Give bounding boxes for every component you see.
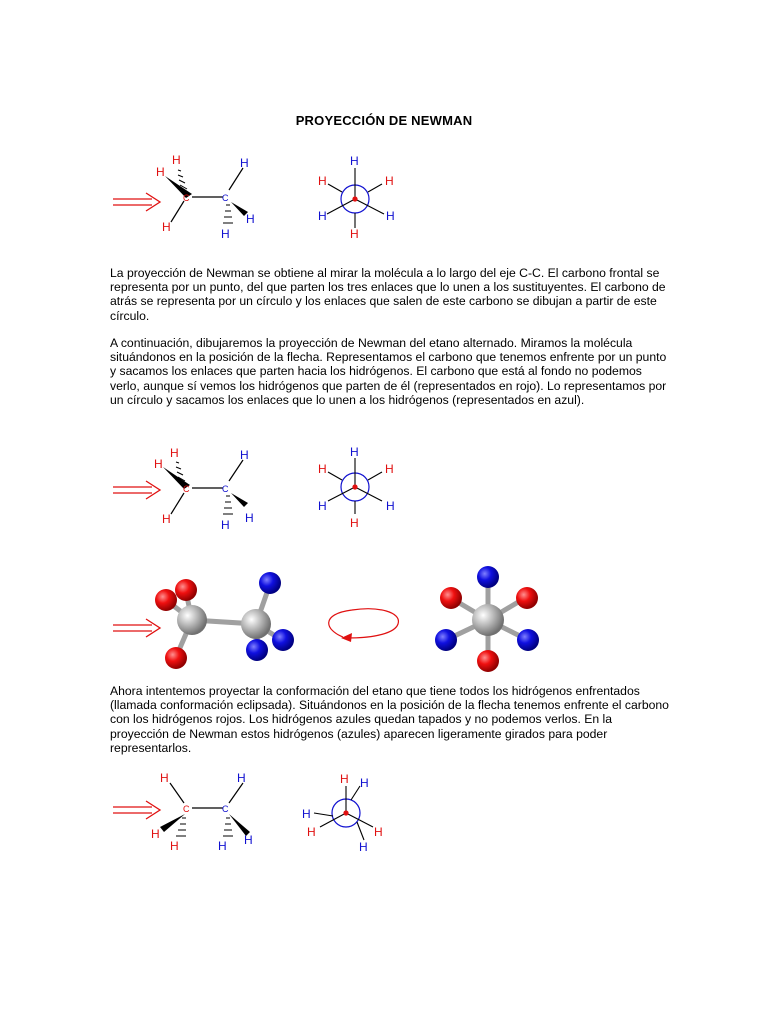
newman-hydrogen-label: H bbox=[318, 499, 327, 513]
view-arrow bbox=[113, 619, 160, 637]
back-hydrogen-label: H bbox=[240, 156, 249, 170]
view-arrow bbox=[113, 481, 160, 499]
newman-hydrogen-label: H bbox=[386, 209, 395, 223]
front-hydrogen-label: H bbox=[162, 512, 171, 526]
carbon-ball bbox=[177, 605, 207, 635]
view-arrow bbox=[113, 193, 160, 211]
back-carbon-label: C bbox=[222, 804, 229, 814]
ethane-model-side-view bbox=[155, 572, 294, 669]
figure-eclipsed bbox=[0, 768, 768, 858]
newman-hydrogen-label: H bbox=[374, 825, 383, 839]
view-arrow bbox=[113, 801, 160, 819]
page-title: PROYECCIÓN DE NEWMAN bbox=[295, 113, 473, 128]
front-hydrogen-label: H bbox=[162, 220, 171, 234]
newman-hydrogen-label: H bbox=[386, 499, 395, 513]
newman-hydrogen-label: H bbox=[360, 776, 369, 790]
front-hydrogen-label: H bbox=[151, 827, 160, 841]
front-hydrogen-label: H bbox=[160, 771, 169, 785]
red-hydrogen-ball bbox=[440, 587, 462, 609]
front-hydrogen-label: H bbox=[172, 153, 181, 167]
back-hydrogen-label: H bbox=[221, 518, 230, 532]
back-hydrogen-label: H bbox=[218, 839, 227, 853]
figure-staggered-1 bbox=[0, 150, 768, 245]
figure-ball-and-stick bbox=[0, 560, 768, 680]
figure-staggered-2 bbox=[0, 442, 768, 534]
red-hydrogen-ball bbox=[155, 589, 177, 611]
blue-hydrogen-ball bbox=[246, 639, 268, 661]
carbon-ball bbox=[472, 604, 504, 636]
wedge-dash-molecule bbox=[154, 446, 254, 532]
back-hydrogen-label: H bbox=[221, 227, 230, 241]
back-hydrogen-label: H bbox=[244, 833, 253, 847]
front-hydrogen-label: H bbox=[170, 839, 179, 853]
newman-hydrogen-label: H bbox=[318, 174, 327, 188]
front-hydrogen-label: H bbox=[154, 457, 163, 471]
front-hydrogen-label: H bbox=[156, 165, 165, 179]
back-hydrogen-label: H bbox=[246, 212, 255, 226]
red-hydrogen-ball bbox=[477, 650, 499, 672]
newman-projection-eclipsed bbox=[302, 772, 383, 854]
paragraph-2: A continuación, dibujaremos la proyección de Newman del etano alternado. Miramos la molécula situándonos en la posición de la flecha. Representamos el carbono que tenemos enfrente por un punto y sacamos los enlaces que parten hacia los hidrógenos. El carbono que está al fondo no podemos verlo, aunque sí vemos los hidrógenos que parten de él (representados en rojo). Lo representamos por un círculo y sacamos los enlaces que lo unen a los hidrógenos (representados en azul). bbox=[110, 336, 667, 407]
newman-projection-staggered bbox=[318, 154, 395, 241]
red-hydrogen-ball bbox=[175, 579, 197, 601]
carbon-ball bbox=[241, 609, 271, 639]
newman-hydrogen-label: H bbox=[350, 516, 359, 530]
back-carbon-label: C bbox=[222, 484, 229, 494]
front-carbon-label: C bbox=[183, 193, 190, 203]
newman-hydrogen-label: H bbox=[385, 174, 394, 188]
newman-hydrogen-label: H bbox=[359, 840, 368, 854]
newman-hydrogen-label: H bbox=[340, 772, 349, 786]
newman-hydrogen-label: H bbox=[350, 154, 359, 168]
paragraph-1: La proyección de Newman se obtiene al mirar la molécula a lo largo del eje C-C. El carbono frontal se representa por un punto, del que parten los tres enlaces que lo unen a los sustituyentes. El carbono de atrás se representa por un círculo y los enlaces que salen de este carbono se dibujan a partir de este círculo. bbox=[110, 266, 666, 323]
newman-projection-staggered bbox=[318, 445, 395, 530]
newman-hydrogen-label: H bbox=[350, 445, 359, 459]
newman-hydrogen-label: H bbox=[350, 227, 359, 241]
blue-hydrogen-ball bbox=[477, 566, 499, 588]
back-hydrogen-label: H bbox=[240, 448, 249, 462]
ethane-model-end-view bbox=[435, 566, 539, 672]
newman-hydrogen-label: H bbox=[318, 462, 327, 476]
red-hydrogen-ball bbox=[165, 647, 187, 669]
front-carbon-label: C bbox=[183, 804, 190, 814]
wedge-dash-molecule bbox=[156, 153, 255, 241]
rotation-arrow bbox=[329, 609, 399, 642]
paragraph-3: Ahora intentemos proyectar la conformación del etano que tiene todos los hidrógenos enfrentados (llamada conformación eclipsada). Situándonos en la posición de la flecha tenemos enfrente el carbono con los hidrógenos rojos. Los hidrógenos azules quedan tapados y no podemos verlos. En la proyección de Newman estos hidrógenos (azules) aparecen ligeramente girados para poder representarlos. bbox=[110, 684, 669, 755]
blue-hydrogen-ball bbox=[259, 572, 281, 594]
front-carbon-label: C bbox=[183, 484, 190, 494]
newman-hydrogen-label: H bbox=[385, 462, 394, 476]
newman-hydrogen-label: H bbox=[307, 825, 316, 839]
blue-hydrogen-ball bbox=[435, 629, 457, 651]
back-carbon-label: C bbox=[222, 193, 229, 203]
back-hydrogen-label: H bbox=[237, 771, 246, 785]
red-hydrogen-ball bbox=[516, 587, 538, 609]
wedge-dash-molecule bbox=[151, 771, 253, 853]
newman-hydrogen-label: H bbox=[302, 807, 311, 821]
newman-hydrogen-label: H bbox=[318, 209, 327, 223]
front-hydrogen-label: H bbox=[170, 446, 179, 460]
back-hydrogen-label: H bbox=[245, 511, 254, 525]
blue-hydrogen-ball bbox=[272, 629, 294, 651]
blue-hydrogen-ball bbox=[517, 629, 539, 651]
